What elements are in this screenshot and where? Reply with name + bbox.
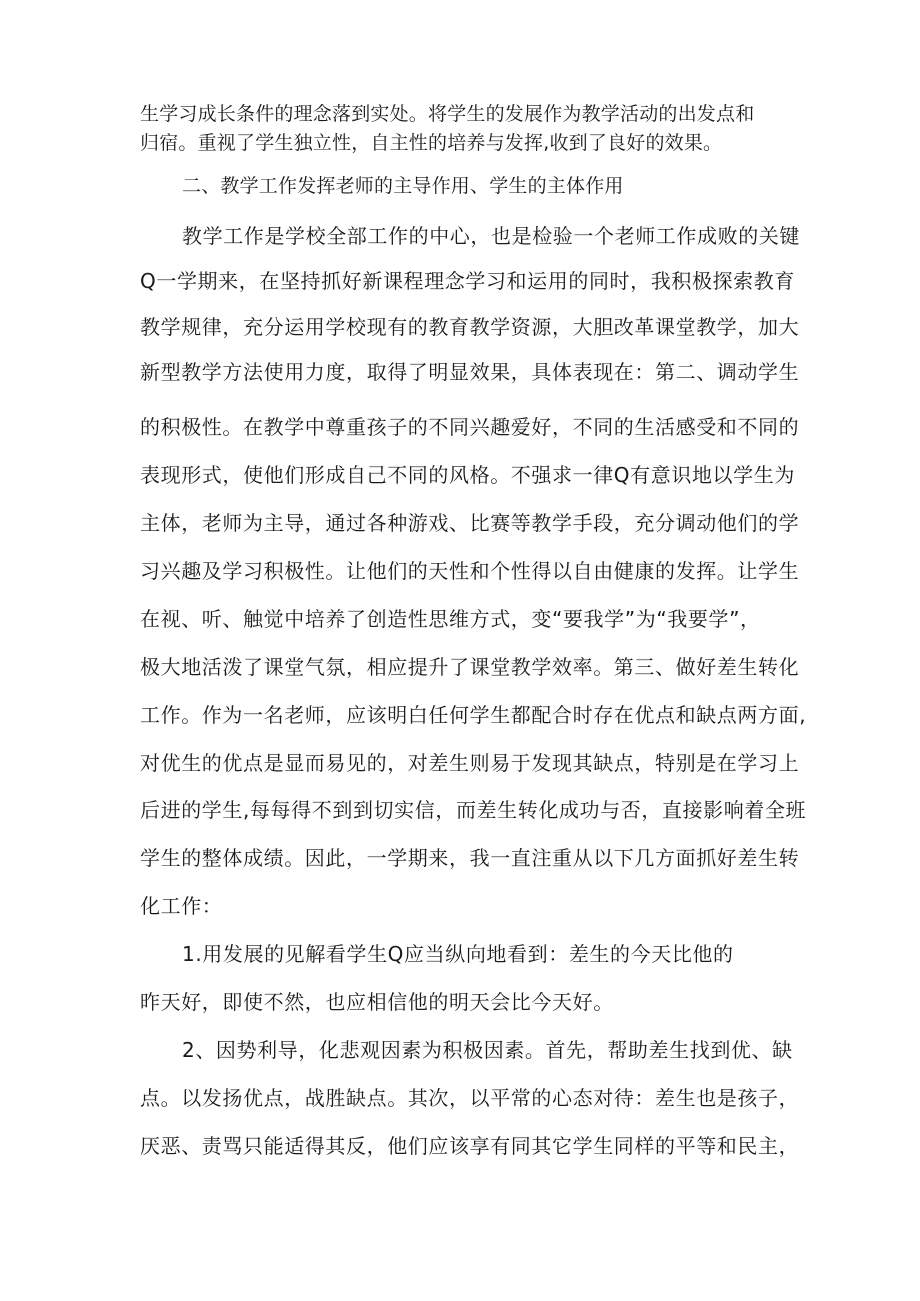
- list-item-2: 2、因势利导，化悲观因素为积极因素。首先，帮助差生找到优、缺: [182, 1038, 793, 1062]
- text-line: 在视、听、触觉中培养了创造性思维方式，变“要我学”为“我要学”，: [140, 607, 761, 631]
- text-line: 工作。作为一名老师，应该明白任何学生都配合时存在优点和缺点两方面,: [140, 703, 807, 727]
- text-line: Q一学期来，在坚持抓好新课程理念学习和运用的同时，我积极探索教育: [140, 269, 795, 293]
- text-line: 教学规律，充分运用学校现有的教育教学资源，大胆改革课堂教学，加大: [140, 315, 800, 339]
- text-line: 归宿。重视了学生独立性，自主性的培养与发挥,收到了良好的效果。: [140, 132, 723, 154]
- text-line: 化工作：: [140, 894, 223, 918]
- text-line: 厌恶、责骂只能适得其反，他们应该享有同其它学生同样的平等和民主，: [140, 1134, 800, 1158]
- text-line: 学生的整体成绩。因此，一学期来，我一直注重从以下几方面抓好差生转: [140, 846, 800, 870]
- text-line: 的积极性。在教学中尊重孩子的不同兴趣爱好，不同的生活感受和不同的: [140, 415, 800, 439]
- paragraph-start: 教学工作是学校全部工作的中心，也是检验一个老师工作成败的关键: [182, 224, 800, 248]
- text-line: 对优生的优点是显而易见的，对差生则易于发现其缺点，特别是在学习上: [140, 751, 800, 775]
- text-line: 极大地活泼了课堂气氛，相应提升了课堂教学效率。第三、做好差生转化: [140, 655, 800, 679]
- text-line: 习兴趣及学习积极性。让他们的天性和个性得以自由健康的发挥。让学生: [140, 559, 800, 583]
- text-line: 点。以发扬优点，战胜缺点。其次，以平常的心态对待：差生也是孩子，: [140, 1086, 800, 1110]
- text-line: 表现形式，使他们形成自己不同的风格。不强求一律Q有意识地以学生为: [140, 463, 795, 487]
- text-line: 昨天好，即使不然，也应相信他的明天会比今天好。: [140, 990, 614, 1014]
- section-heading: 二、教学工作发挥老师的主导作用、学生的主体作用: [182, 175, 624, 197]
- text-line: 新型教学方法使用力度，取得了明显效果，具体表现在：第二、调动学生: [140, 360, 800, 384]
- list-item-1: 1.用发展的见解看学生Q应当纵向地看到：差生的今天比他的: [182, 942, 734, 966]
- text-line: 主体，老师为主导，通过各种游戏、比赛等教学手段，充分调动他们的学: [140, 511, 800, 535]
- text-line: 后进的学生,每每得不到到切实信，而差生转化成功与否，直接影响着全班: [140, 798, 807, 822]
- text-line: 生学习成长条件的理念落到实处。将学生的发展作为教学活动的出发点和: [140, 103, 755, 125]
